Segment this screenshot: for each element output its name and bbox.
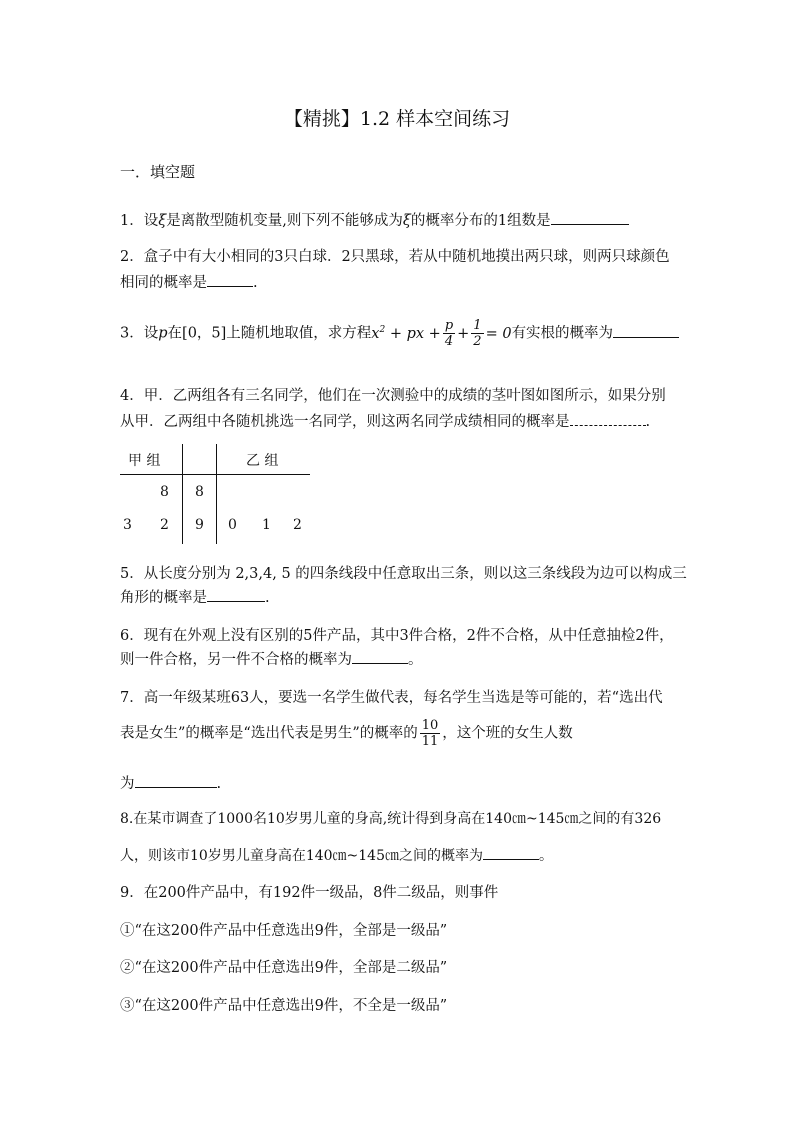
question-7-line-2	[120, 718, 573, 749]
q7-text-c: 为	[120, 776, 135, 792]
stem-divider-left	[182, 444, 183, 544]
leaf-left: 3	[123, 517, 132, 533]
q1-xi: ξ	[158, 213, 167, 229]
q8-text: 人，则该市10岁男儿童身高在140㎝~145㎝之间的概率为	[120, 848, 483, 864]
fraction-1-over-2	[471, 318, 483, 349]
eq-equals: = 0	[485, 325, 512, 342]
frac-num: p	[444, 318, 454, 333]
question-6-line-1: 6．现有在外观上没有区别的5件产品，其中3件合格，2件不合格，从中任意抽检2件，	[120, 628, 674, 644]
answer-blank[interactable]	[207, 587, 265, 602]
question-9-option-1: ①“在这200件产品中任意选出9件，全部是一级品”	[120, 923, 448, 939]
q2-end: .	[253, 275, 258, 291]
q7-end: .	[216, 776, 222, 792]
question-8-line-1: 8.在某市调查了1000名10岁男儿童的身高,统计得到身高在140㎝~145㎝之间的有326	[120, 811, 662, 827]
frac-den: 11	[421, 734, 439, 749]
question-4-line-2	[120, 410, 650, 431]
eq-px: + px +	[389, 325, 441, 342]
q4-text: 从甲．乙两组中各随机挑选一名同学，则这两名同学成绩相同的概率是	[120, 414, 570, 430]
header-left: 甲 组	[128, 453, 161, 469]
q7-text-a: 表是女生”的概率是“选出代表是男生”的概率的	[120, 725, 418, 742]
leaf-right: 2	[293, 517, 302, 533]
stem-divider-right	[216, 444, 217, 544]
frac-den: 2	[473, 334, 482, 349]
q5-end: .	[265, 590, 270, 606]
frac-num: 1	[473, 318, 482, 333]
q1-text-c: 的概率分布的1组数是	[410, 213, 551, 229]
eq-exponent: 2	[379, 324, 386, 335]
fraction-10-over-11	[420, 718, 441, 749]
q4-end: .	[645, 414, 651, 430]
answer-blank[interactable]	[551, 210, 629, 225]
q7-text-b: ，这个班的女生人数	[442, 725, 573, 742]
question-4-line-1: 4．甲．乙两组各有三名同学，他们在一次测验中的成绩的茎叶图如图所示，如果分别	[120, 388, 666, 404]
stem-leaf-plot	[120, 444, 310, 544]
question-7-line-3	[120, 772, 221, 793]
question-6-line-2	[120, 648, 423, 669]
question-7-line-1: 7．高一年级某班63人，要选一名学生做代表，每名学生当选是等可能的，若“选出代	[120, 690, 663, 706]
question-1	[120, 209, 629, 230]
eq-plus: +	[457, 325, 470, 342]
fraction-p-over-4	[443, 318, 455, 349]
stem-value: 9	[195, 517, 204, 533]
q5-text: 角形的概率是	[120, 590, 207, 606]
header-rule	[120, 474, 310, 475]
q6-end: 。	[408, 652, 423, 668]
answer-blank[interactable]	[135, 773, 217, 788]
question-5-line-2	[120, 586, 270, 607]
stem-value: 8	[195, 484, 204, 500]
frac-den: 4	[444, 334, 454, 349]
question-9-option-2: ②“在这200件产品中任意选出9件，全部是二级品”	[120, 960, 448, 976]
q2-text: 相同的概率是	[120, 275, 207, 291]
q6-text: 则一件合格，另一件不合格的概率为	[120, 652, 352, 668]
q3-text-b: 在[0，5]上随机地取值，求方程	[167, 325, 372, 342]
answer-blank[interactable]	[352, 649, 408, 664]
leaf-right: 0	[228, 517, 237, 533]
eq-x: x	[371, 325, 380, 342]
question-2-line-2	[120, 271, 258, 292]
question-8-line-2	[120, 845, 553, 865]
leaf-left: 2	[160, 517, 169, 533]
answer-blank[interactable]	[613, 323, 679, 338]
question-9-line-1: 9．在200件产品中，有192件一级品，8件二级品，则事件	[120, 885, 499, 901]
question-9-option-3: ③“在这200件产品中任意选出9件，不全是一级品”	[120, 998, 448, 1014]
question-2-line-1: 2．盒子中有大小相同的3只白球．2只黑球，若从中随机地摸出两只球，则两只球颜色	[120, 249, 670, 265]
answer-blank[interactable]	[483, 845, 539, 860]
q3-equation	[371, 318, 512, 349]
q3-text-a: 3．设	[120, 325, 159, 342]
q3-p: p	[158, 325, 168, 342]
answer-blank[interactable]	[207, 272, 253, 287]
header-right: 乙 组	[246, 453, 279, 469]
leaf-right: 1	[262, 517, 271, 533]
q3-text-c: 有实根的概率为	[511, 325, 614, 342]
page-title: 【精挑】1.2 样本空间练习	[283, 108, 511, 130]
question-3	[120, 318, 679, 349]
q1-text-a: 1．设	[120, 213, 159, 229]
q1-xi-2: ξ	[402, 213, 411, 229]
q1-text-b: 是离散型随机变量,则下列不能够成为	[166, 213, 403, 229]
leaf-left: 8	[160, 484, 169, 500]
q8-end: 。	[539, 848, 553, 864]
question-5-line-1: 5．从长度分别为 2,3,4, 5 的四条线段中任意取出三条，则以这三条线段为边可以构成三	[120, 566, 687, 582]
section-heading: 一．填空题	[120, 163, 196, 181]
answer-blank[interactable]	[570, 411, 646, 426]
frac-num: 10	[421, 718, 439, 733]
